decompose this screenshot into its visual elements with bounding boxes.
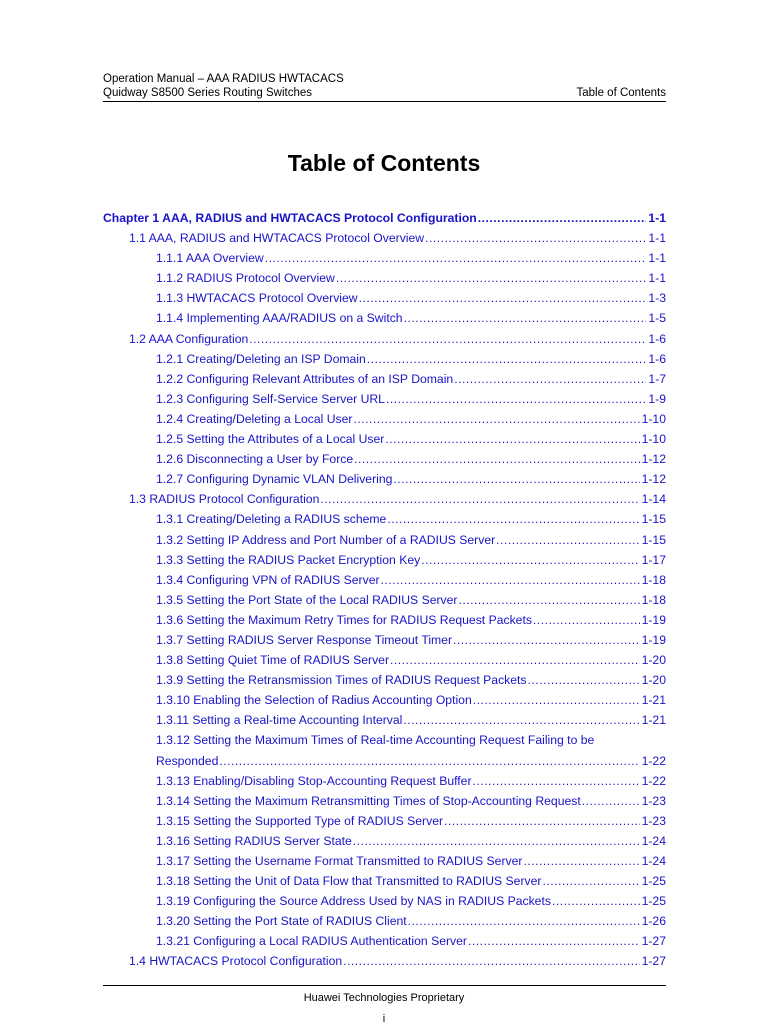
toc-entry[interactable]: [103, 931, 666, 951]
toc-entry-title: Chapter 1 AAA, RADIUS and HWTACACS Protocol Configuration: [103, 211, 477, 225]
toc-entry-title: 1.1.4 Implementing AAA/RADIUS on a Switch: [156, 311, 403, 326]
toc-entry-page: 1-19: [641, 612, 666, 627]
toc-entry-page: 1-18: [641, 572, 666, 587]
toc-entry-page: 1-12: [641, 472, 666, 487]
toc-dot-leader: [408, 911, 640, 931]
toc-dot-leader: [533, 610, 640, 630]
toc-entry-title: 1.3.4 Configuring VPN of RADIUS Server: [156, 572, 380, 587]
toc-entry-title: 1.3.17 Setting the Username Format Transmitted to RADIUS Server: [156, 854, 523, 868]
footer-divider: [103, 985, 666, 986]
toc-entry-page: 1-27: [641, 934, 666, 949]
toc-entry-title: 1.3.2 Setting IP Address and Port Number of a RADIUS Server: [156, 532, 496, 547]
toc-entry-title: 1.3.21 Configuring a Local RADIUS Authentication Server: [156, 934, 467, 949]
toc-dot-leader: [387, 509, 639, 529]
page-header: [103, 72, 666, 100]
toc-entry-title: 1.1 AAA, RADIUS and HWTACACS Protocol Overview: [129, 231, 425, 246]
toc-entry[interactable]: [103, 590, 666, 610]
toc-dot-leader: [336, 268, 647, 288]
toc-dot-leader: [404, 308, 647, 328]
toc-entry-title: 1.1.1 AAA Overview: [156, 251, 264, 266]
toc-entry-title: 1.2.3 Configuring Self-Service Server URL: [156, 391, 385, 406]
toc-dot-leader: [381, 570, 640, 590]
toc-dot-leader: [444, 811, 640, 831]
toc-entry-page: 1-27: [641, 954, 666, 969]
header-manual-title: Operation Manual – AAA RADIUS HWTACACS: [103, 73, 344, 85]
toc-entry-page: 1-1: [648, 251, 666, 266]
toc-entry-page: 1-6: [648, 351, 666, 366]
toc-entry[interactable]: [103, 248, 666, 268]
toc-dot-leader: [353, 831, 640, 851]
toc-dot-leader: [343, 951, 639, 971]
toc-entry[interactable]: [103, 831, 666, 851]
page-number: i: [382, 1013, 386, 1025]
toc-entry-page: 1-9: [648, 391, 666, 406]
toc-dot-leader: [468, 931, 640, 951]
toc-entry-page: 1-3: [648, 291, 666, 306]
toc-entry-page: 1-24: [641, 854, 666, 868]
toc-entry-page: 1-23: [641, 793, 666, 808]
toc-dot-leader: [393, 469, 639, 489]
toc-dot-leader: [552, 891, 640, 911]
toc-entry[interactable]: [103, 389, 666, 409]
header-divider: [103, 101, 666, 102]
toc-entry-page: 1-1: [648, 211, 666, 225]
toc-entry-page: 1-1: [648, 271, 666, 286]
toc-entry-title: 1.2.2 Configuring Relevant Attributes of an ISP Domain: [156, 371, 454, 386]
toc-entry-page: 1-22: [641, 773, 666, 788]
toc-dot-leader: [478, 208, 647, 228]
toc-entry-title: 1.1.3 HWTACACS Protocol Overview: [156, 291, 358, 306]
toc-entry[interactable]: [103, 329, 666, 349]
toc-entry[interactable]: [103, 550, 666, 570]
toc-entry-title: 1.3.3 Setting the RADIUS Packet Encryption Key: [156, 552, 421, 567]
toc-entry[interactable]: [103, 891, 666, 911]
toc-entry-page: 1-6: [648, 331, 666, 346]
toc-entry[interactable]: [103, 530, 666, 550]
table-of-contents: [103, 208, 666, 972]
toc-entry-page: 1-5: [648, 311, 666, 326]
header-section: Table of Contents: [576, 87, 666, 99]
toc-entry-page: 1-18: [641, 592, 666, 607]
toc-entry-title: 1.3.10 Enabling the Selection of Radius Accounting Option: [156, 693, 472, 708]
toc-entry[interactable]: [103, 208, 666, 228]
toc-entry[interactable]: [103, 771, 666, 791]
toc-entry[interactable]: [103, 429, 666, 449]
toc-entry-title: 1.4 HWTACACS Protocol Configuration: [129, 954, 343, 969]
toc-entry-title: 1.2.4 Creating/Deleting a Local User: [156, 411, 353, 426]
toc-dot-leader: [385, 429, 639, 449]
toc-entry-page: 1-15: [641, 512, 666, 527]
toc-entry[interactable]: [103, 349, 666, 369]
toc-dot-leader: [359, 288, 647, 308]
toc-entry-title: 1.3.1 Creating/Deleting a RADIUS scheme: [156, 512, 387, 527]
toc-entry-title: 1.3.19 Configuring the Source Address Used by NAS in RADIUS Packets: [156, 894, 551, 909]
toc-entry-page: 1-21: [641, 693, 666, 708]
header-row: [103, 86, 666, 100]
toc-entry[interactable]: [103, 951, 666, 971]
toc-entry-page: 1-23: [641, 813, 666, 828]
toc-entry-page: 1-1: [648, 231, 666, 246]
toc-entry-page: 1-25: [641, 894, 666, 909]
toc-dot-leader: [425, 228, 646, 248]
toc-entry-page: 1-20: [641, 673, 666, 688]
toc-dot-leader: [367, 349, 647, 369]
toc-entry-title: 1.3.16 Setting RADIUS Server State: [156, 833, 352, 848]
toc-dot-leader: [542, 871, 639, 891]
toc-entry-page: 1-17: [641, 552, 666, 567]
toc-dot-leader: [219, 751, 639, 771]
toc-dot-leader: [353, 409, 639, 429]
toc-entry-title: 1.3.18 Setting the Unit of Data Flow that Transmitted to RADIUS Server: [156, 874, 542, 889]
toc-entry-title: 1.2.6 Disconnecting a User by Force: [156, 452, 354, 467]
toc-dot-leader: [265, 248, 647, 268]
toc-entry-title: 1.3.7 Setting RADIUS Server Response Timeout Timer: [156, 632, 453, 647]
toc-dot-leader: [386, 389, 646, 409]
toc-entry[interactable]: [103, 449, 666, 469]
toc-entry-title: 1.2.1 Creating/Deleting an ISP Domain: [156, 351, 366, 366]
footer-proprietary: Huawei Technologies Proprietary: [303, 992, 465, 1004]
toc-entry-title[interactable]: 1.3.12 Setting the Maximum Times of Real-time Accounting Request Failing to be: [156, 733, 595, 748]
toc-dot-leader: [523, 851, 639, 871]
toc-entry-title: 1.3.13 Enabling/Disabling Stop-Accounting Request Buffer: [156, 773, 472, 788]
toc-entry-page: 1-21: [641, 713, 666, 728]
toc-entry[interactable]: [103, 751, 666, 771]
toc-dot-leader: [249, 329, 646, 349]
toc-entry-page: 1-19: [641, 632, 666, 647]
toc-entry-page: 1-22: [641, 753, 666, 768]
toc-entry-page: 1-15: [641, 532, 666, 547]
toc-entry[interactable]: [103, 871, 666, 891]
toc-dot-leader: [582, 791, 640, 811]
toc-entry[interactable]: [103, 610, 666, 630]
toc-entry[interactable]: [103, 369, 666, 389]
toc-entry[interactable]: [103, 228, 666, 248]
toc-entry-title: 1.3.6 Setting the Maximum Retry Times for RADIUS Request Packets: [156, 612, 532, 627]
toc-entry[interactable]: [103, 690, 666, 710]
toc-entry-title: 1.1.2 RADIUS Protocol Overview: [156, 271, 335, 286]
toc-entry[interactable]: [103, 630, 666, 650]
toc-entry-page: 1-10: [641, 411, 666, 426]
toc-entry[interactable]: [103, 670, 666, 690]
toc-entry-title: 1.3.8 Setting Quiet Time of RADIUS Server: [156, 653, 390, 668]
toc-dot-leader: [354, 449, 639, 469]
toc-dot-leader: [458, 590, 639, 610]
toc-dot-leader: [421, 550, 639, 570]
toc-entry[interactable]: [103, 710, 666, 730]
toc-entry-title: 1.3 RADIUS Protocol Configuration: [129, 492, 320, 507]
toc-dot-leader: [320, 489, 639, 509]
toc-entry[interactable]: [103, 489, 666, 509]
toc-dot-leader: [403, 710, 639, 730]
toc-entry-page: 1-25: [641, 874, 666, 889]
toc-entry-page: 1-20: [641, 653, 666, 668]
toc-entry-title: 1.3.9 Setting the Retransmission Times of RADIUS Request Packets: [156, 673, 527, 688]
toc-entry[interactable]: [103, 851, 666, 871]
toc-dot-leader: [496, 530, 639, 550]
toc-entry[interactable]: [103, 469, 666, 489]
toc-entry[interactable]: [103, 409, 666, 429]
toc-entry-title: 1.3.5 Setting the Port State of the Local RADIUS Server: [156, 592, 458, 607]
toc-entry-title: Responded: [156, 753, 219, 768]
toc-entry-title: 1.2.5 Setting the Attributes of a Local User: [156, 432, 385, 447]
toc-dot-leader: [453, 630, 640, 650]
toc-dot-leader: [528, 670, 640, 690]
toc-entry[interactable]: [103, 650, 666, 670]
toc-dot-leader: [473, 690, 640, 710]
toc-entry[interactable]: [103, 911, 666, 931]
toc-entry-page: 1-24: [641, 833, 666, 848]
toc-entry[interactable]: [103, 811, 666, 831]
toc-entry-page: 1-12: [641, 452, 666, 467]
toc-entry-title: 1.2.7 Configuring Dynamic VLAN Delivering: [156, 472, 393, 487]
toc-entry[interactable]: [103, 791, 666, 811]
page-title: Table of Contents: [287, 150, 481, 176]
toc-entry-title: 1.3.14 Setting the Maximum Retransmitting Times of Stop-Accounting Request: [156, 793, 581, 808]
toc-dot-leader: [473, 771, 640, 791]
toc-dot-leader: [454, 369, 646, 389]
toc-entry[interactable]: [103, 570, 666, 590]
toc-entry[interactable]: [103, 268, 666, 288]
toc-entry[interactable]: [103, 308, 666, 328]
toc-entry[interactable]: [103, 509, 666, 529]
toc-entry-title: 1.3.15 Setting the Supported Type of RADIUS Server: [156, 813, 444, 828]
toc-entry[interactable]: [103, 288, 666, 308]
toc-dot-leader: [390, 650, 640, 670]
toc-entry-page: 1-14: [641, 492, 666, 507]
toc-entry-title: 1.3.20 Setting the Port State of RADIUS Client: [156, 914, 407, 929]
toc-entry-title: 1.3.11 Setting a Real-time Accounting Interval: [156, 713, 403, 728]
toc-entry-page: 1-7: [648, 371, 666, 386]
toc-entry-title: 1.2 AAA Configuration: [129, 331, 249, 346]
toc-entry-page: 1-10: [641, 432, 666, 447]
header-product: Quidway S8500 Series Routing Switches: [103, 87, 313, 99]
toc-entry-page: 1-26: [641, 914, 666, 929]
